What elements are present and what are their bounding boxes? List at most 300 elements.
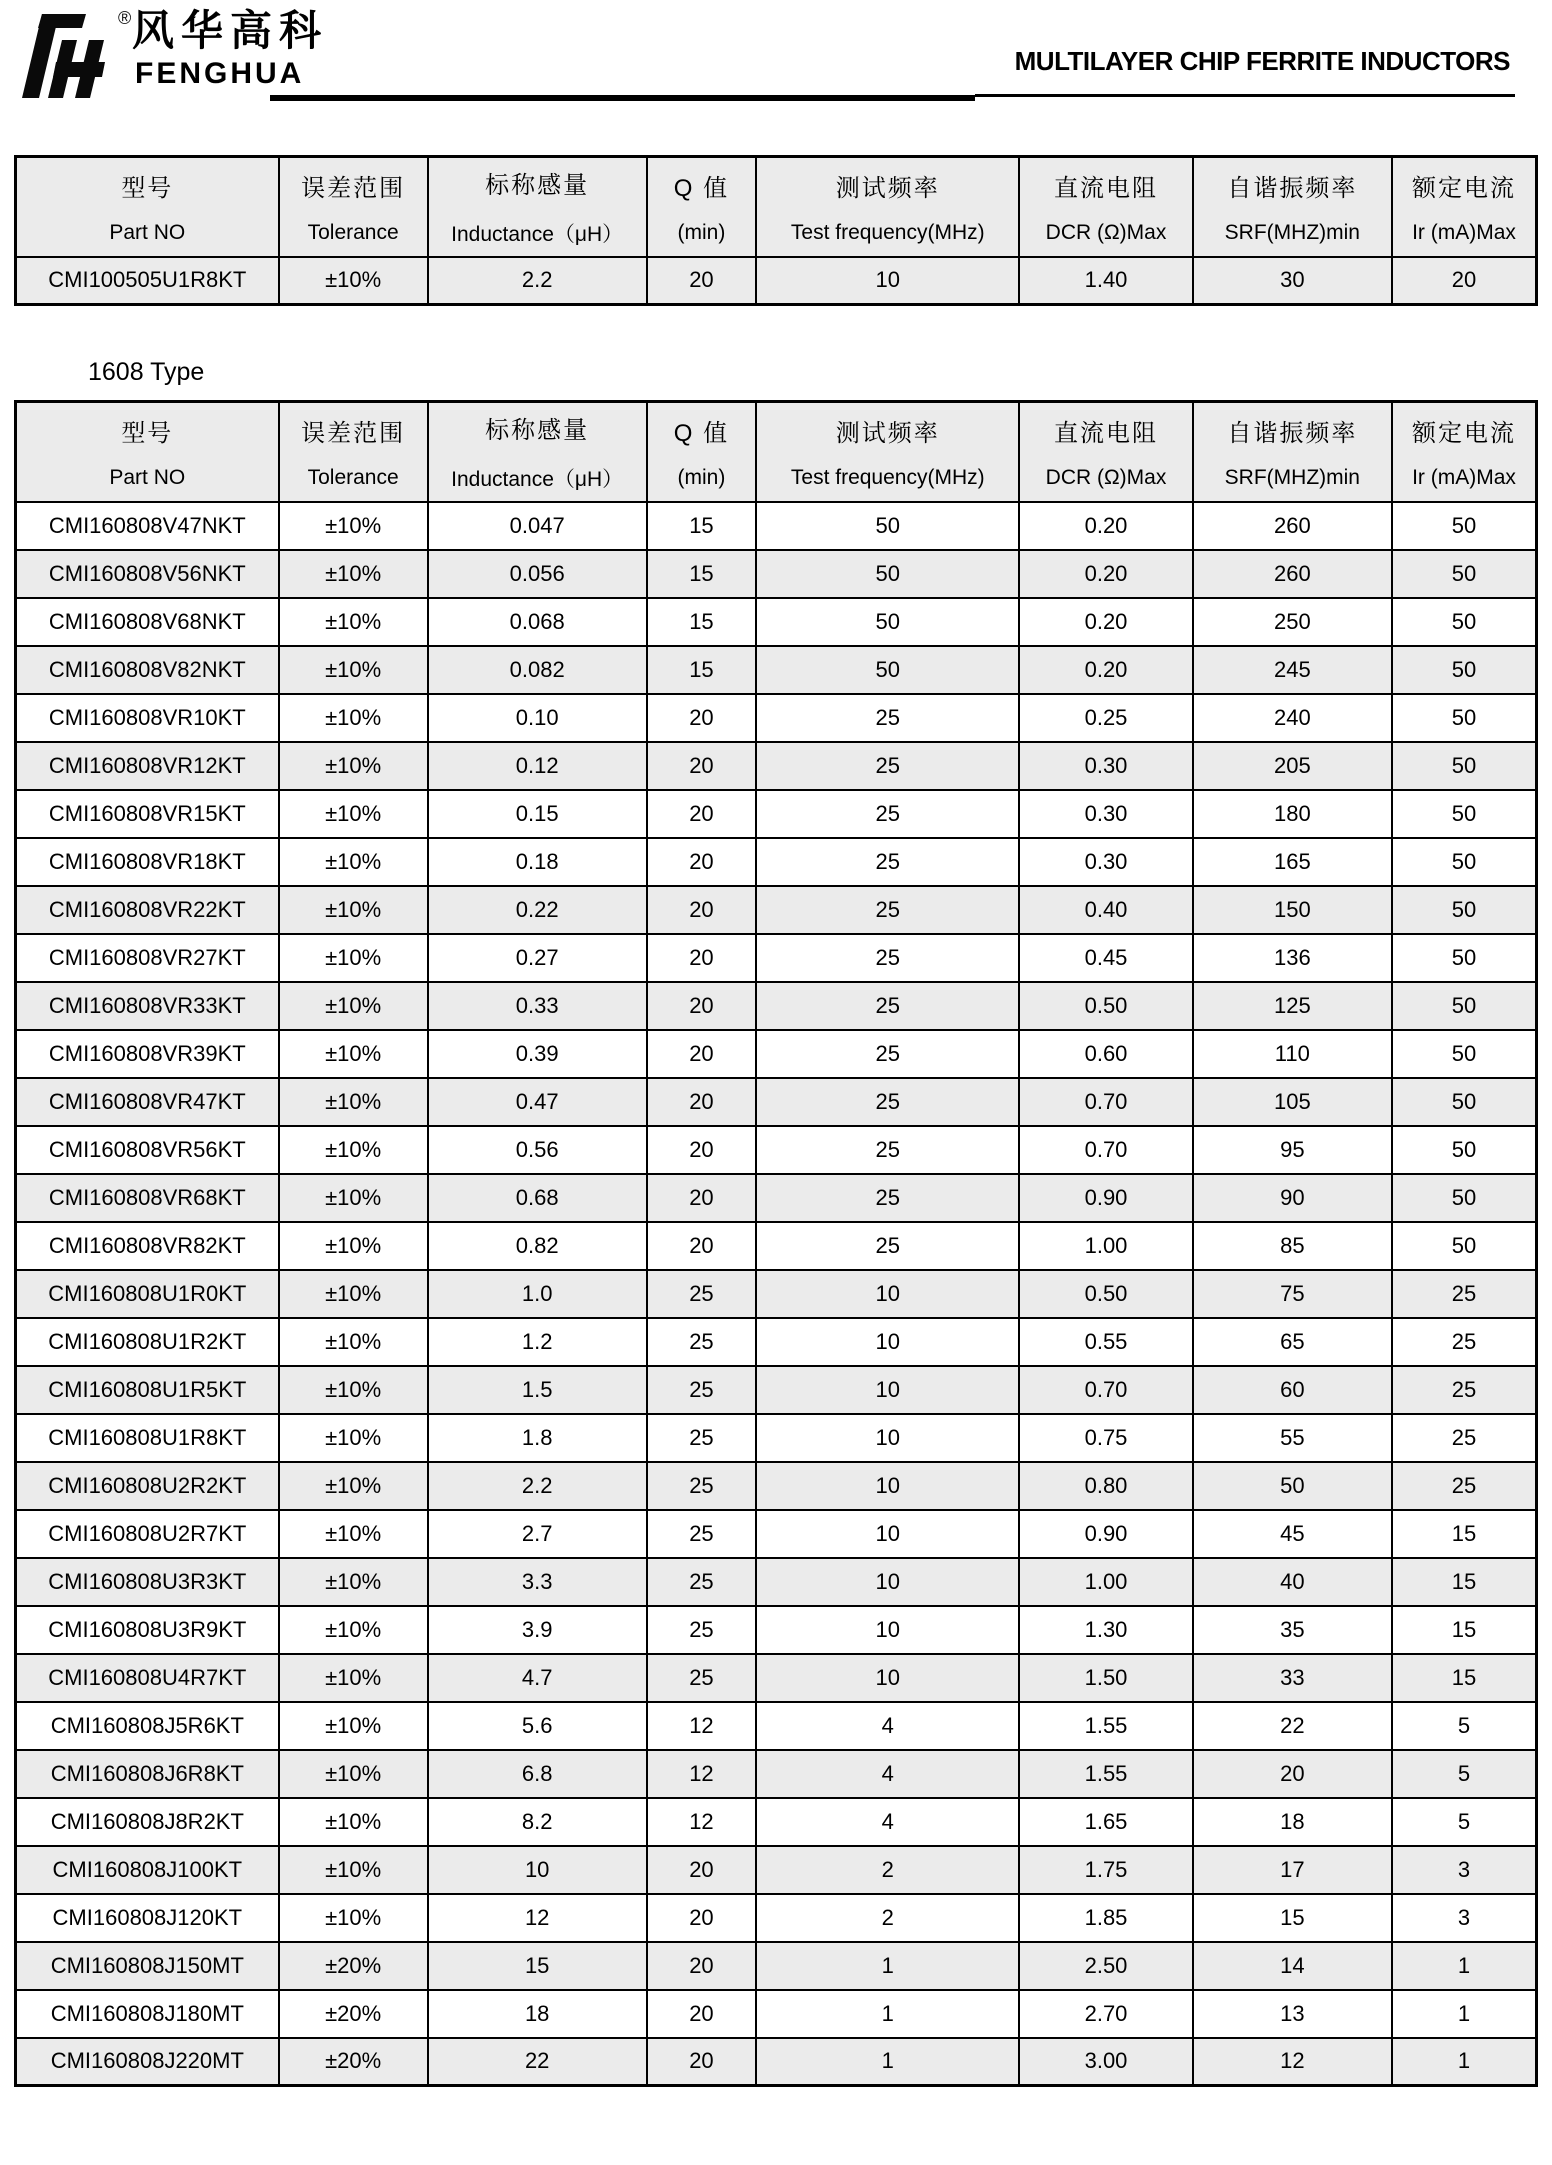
table-row <box>16 1174 1537 1222</box>
cell-dcr: 0.45 <box>1019 934 1192 982</box>
cell-rated_current: 15 <box>1392 1606 1537 1654</box>
cell-rated_current: 50 <box>1392 1030 1537 1078</box>
cell-inductance: 22 <box>428 2038 647 2086</box>
table-row <box>16 886 1537 934</box>
column-header-en: (min) <box>677 466 726 490</box>
cell-tolerance: ±10% <box>279 257 428 305</box>
cell-test_frequency: 10 <box>756 1318 1019 1366</box>
column-header-zh: 测试频率 <box>835 175 940 203</box>
table-row <box>16 2038 1537 2086</box>
cell-tolerance: ±20% <box>279 2038 428 2086</box>
cell-part_no: CMI160808J100KT <box>16 1846 279 1894</box>
cell-q_min: 15 <box>647 502 757 550</box>
cell-srf: 45 <box>1193 1510 1392 1558</box>
cell-test_frequency: 1 <box>756 1990 1019 2038</box>
cell-dcr: 2.50 <box>1019 1942 1192 1990</box>
column-header-en: Tolerance <box>307 221 399 245</box>
cell-srf: 65 <box>1193 1318 1392 1366</box>
cell-q_min: 25 <box>647 1462 757 1510</box>
cell-srf: 165 <box>1193 838 1392 886</box>
cell-tolerance: ±10% <box>279 1222 428 1270</box>
cell-test_frequency: 10 <box>756 1510 1019 1558</box>
cell-tolerance: ±10% <box>279 1318 428 1366</box>
cell-rated_current: 3 <box>1392 1846 1537 1894</box>
column-header-rated_current <box>1392 157 1537 257</box>
column-header-dcr <box>1019 402 1192 502</box>
cell-part_no: CMI160808J6R8KT <box>16 1750 279 1798</box>
cell-test_frequency: 2 <box>756 1846 1019 1894</box>
cell-test_frequency: 4 <box>756 1750 1019 1798</box>
cell-rated_current: 15 <box>1392 1558 1537 1606</box>
cell-test_frequency: 25 <box>756 1126 1019 1174</box>
table-row <box>16 1462 1537 1510</box>
cell-q_min: 20 <box>647 1030 757 1078</box>
cell-test_frequency: 4 <box>756 1702 1019 1750</box>
column-header-en: Test frequency(MHz) <box>790 221 985 245</box>
cell-tolerance: ±10% <box>279 502 428 550</box>
cell-test_frequency: 25 <box>756 1078 1019 1126</box>
cell-inductance: 0.12 <box>428 742 647 790</box>
cell-test_frequency: 2 <box>756 1894 1019 1942</box>
column-header-en: Part NO <box>109 221 186 245</box>
cell-dcr: 0.70 <box>1019 1366 1192 1414</box>
table-row <box>16 1078 1537 1126</box>
column-header-inductance <box>428 157 647 257</box>
table-row <box>16 1558 1537 1606</box>
cell-tolerance: ±10% <box>279 1126 428 1174</box>
cell-dcr: 0.90 <box>1019 1174 1192 1222</box>
cell-part_no: CMI160808U1R0KT <box>16 1270 279 1318</box>
cell-inductance: 0.39 <box>428 1030 647 1078</box>
table-body <box>16 257 1537 305</box>
cell-test_frequency: 25 <box>756 886 1019 934</box>
cell-q_min: 12 <box>647 1702 757 1750</box>
cell-rated_current: 50 <box>1392 598 1537 646</box>
header-row <box>16 402 1537 502</box>
column-header-en: DCR (Ω)Max <box>1045 466 1167 490</box>
table-row <box>16 1846 1537 1894</box>
cell-part_no: CMI160808J120KT <box>16 1894 279 1942</box>
cell-srf: 14 <box>1193 1942 1392 1990</box>
column-header-en: SRF(MHZ)min <box>1224 221 1360 245</box>
cell-test_frequency: 10 <box>756 1462 1019 1510</box>
cell-inductance: 6.8 <box>428 1750 647 1798</box>
table-row <box>16 1942 1537 1990</box>
column-header-part_no <box>16 402 279 502</box>
table-row <box>16 1030 1537 1078</box>
cell-part_no: CMI160808J5R6KT <box>16 1702 279 1750</box>
column-header-en: Part NO <box>109 466 186 490</box>
cell-test_frequency: 25 <box>756 742 1019 790</box>
cell-dcr: 0.20 <box>1019 502 1192 550</box>
cell-rated_current: 25 <box>1392 1318 1537 1366</box>
cell-test_frequency: 10 <box>756 1366 1019 1414</box>
cell-part_no: CMI160808VR68KT <box>16 1174 279 1222</box>
column-header-zh: 型号 <box>121 420 174 448</box>
document-title: MULTILAYER CHIP FERRITE INDUCTORS <box>1014 46 1510 76</box>
column-header-zh: 自谐振频率 <box>1227 175 1358 203</box>
cell-rated_current: 15 <box>1392 1510 1537 1558</box>
cell-rated_current: 50 <box>1392 742 1537 790</box>
cell-inductance: 0.056 <box>428 550 647 598</box>
cell-rated_current: 50 <box>1392 886 1537 934</box>
cell-inductance: 1.8 <box>428 1414 647 1462</box>
header-divider-thick-segment <box>270 95 975 101</box>
cell-dcr: 0.90 <box>1019 1510 1192 1558</box>
cell-part_no: CMI160808VR82KT <box>16 1222 279 1270</box>
cell-q_min: 20 <box>647 838 757 886</box>
table-row <box>16 1750 1537 1798</box>
column-header-zh: 直流电阻 <box>1054 175 1158 203</box>
cell-part_no: CMI160808VR15KT <box>16 790 279 838</box>
cell-test_frequency: 10 <box>756 257 1019 305</box>
table-row <box>16 838 1537 886</box>
cell-q_min: 20 <box>647 1222 757 1270</box>
cell-dcr: 0.20 <box>1019 550 1192 598</box>
cell-q_min: 20 <box>647 1078 757 1126</box>
cell-inductance: 8.2 <box>428 1798 647 1846</box>
cell-inductance: 0.082 <box>428 646 647 694</box>
cell-rated_current: 25 <box>1392 1462 1537 1510</box>
column-header-zh: 误差范围 <box>301 175 406 203</box>
cell-q_min: 20 <box>647 1942 757 1990</box>
table-header-row <box>16 402 1537 502</box>
cell-q_min: 20 <box>647 742 757 790</box>
cell-dcr: 0.30 <box>1019 838 1192 886</box>
cell-test_frequency: 10 <box>756 1270 1019 1318</box>
cell-inductance: 2.2 <box>428 1462 647 1510</box>
cell-dcr: 0.20 <box>1019 646 1192 694</box>
cell-part_no: CMI160808J220MT <box>16 2038 279 2086</box>
cell-q_min: 20 <box>647 886 757 934</box>
cell-rated_current: 5 <box>1392 1798 1537 1846</box>
cell-rated_current: 20 <box>1392 257 1537 305</box>
cell-part_no: CMI160808V68NKT <box>16 598 279 646</box>
cell-q_min: 25 <box>647 1606 757 1654</box>
cell-q_min: 12 <box>647 1798 757 1846</box>
cell-test_frequency: 4 <box>756 1798 1019 1846</box>
cell-dcr: 0.70 <box>1019 1078 1192 1126</box>
cell-srf: 33 <box>1193 1654 1392 1702</box>
cell-test_frequency: 25 <box>756 838 1019 886</box>
cell-srf: 40 <box>1193 1558 1392 1606</box>
column-header-zh: 额定电流 <box>1411 420 1516 448</box>
cell-srf: 250 <box>1193 598 1392 646</box>
cell-part_no: CMI160808U1R8KT <box>16 1414 279 1462</box>
table-row <box>16 1318 1537 1366</box>
cell-tolerance: ±10% <box>279 550 428 598</box>
cell-srf: 125 <box>1193 982 1392 1030</box>
table-row <box>16 1270 1537 1318</box>
cell-inductance: 0.47 <box>428 1078 647 1126</box>
cell-rated_current: 50 <box>1392 1078 1537 1126</box>
cell-q_min: 15 <box>647 646 757 694</box>
table-row <box>16 1894 1537 1942</box>
column-header-test_frequency <box>756 402 1019 502</box>
cell-srf: 55 <box>1193 1414 1392 1462</box>
cell-part_no: CMI160808VR27KT <box>16 934 279 982</box>
cell-inductance: 0.18 <box>428 838 647 886</box>
table-row <box>16 1798 1537 1846</box>
cell-tolerance: ±10% <box>279 1174 428 1222</box>
cell-q_min: 20 <box>647 982 757 1030</box>
cell-tolerance: ±10% <box>279 1606 428 1654</box>
cell-inductance: 0.047 <box>428 502 647 550</box>
cell-rated_current: 50 <box>1392 502 1537 550</box>
cell-rated_current: 3 <box>1392 1894 1537 1942</box>
column-header-zh: Q 值 <box>673 420 730 448</box>
cell-tolerance: ±10% <box>279 1078 428 1126</box>
cell-q_min: 25 <box>647 1366 757 1414</box>
table-body <box>16 502 1537 2086</box>
cell-tolerance: ±10% <box>279 1030 428 1078</box>
cell-inductance: 12 <box>428 1894 647 1942</box>
cell-part_no: CMI160808U3R3KT <box>16 1558 279 1606</box>
column-header-en: Test frequency(MHz) <box>790 466 985 490</box>
cell-test_frequency: 10 <box>756 1654 1019 1702</box>
cell-dcr: 1.00 <box>1019 1558 1192 1606</box>
column-header-en: Inductance（μH） <box>451 468 624 492</box>
cell-inductance: 4.7 <box>428 1654 647 1702</box>
cell-inductance: 3.9 <box>428 1606 647 1654</box>
cell-srf: 20 <box>1193 1750 1392 1798</box>
table-row <box>16 1990 1537 2038</box>
cell-part_no: CMI160808U2R7KT <box>16 1510 279 1558</box>
cell-srf: 95 <box>1193 1126 1392 1174</box>
cell-srf: 85 <box>1193 1222 1392 1270</box>
cell-rated_current: 5 <box>1392 1750 1537 1798</box>
cell-rated_current: 50 <box>1392 1126 1537 1174</box>
header-divider <box>270 94 1515 101</box>
cell-part_no: CMI160808VR12KT <box>16 742 279 790</box>
cell-test_frequency: 50 <box>756 598 1019 646</box>
cell-part_no: CMI160808U1R5KT <box>16 1366 279 1414</box>
cell-part_no: CMI160808U3R9KT <box>16 1606 279 1654</box>
cell-part_no: CMI160808VR33KT <box>16 982 279 1030</box>
cell-srf: 15 <box>1193 1894 1392 1942</box>
column-header-en: DCR (Ω)Max <box>1045 221 1167 245</box>
cell-rated_current: 25 <box>1392 1366 1537 1414</box>
cell-tolerance: ±10% <box>279 1558 428 1606</box>
column-header-inductance <box>428 402 647 502</box>
table-row <box>16 1510 1537 1558</box>
cell-rated_current: 50 <box>1392 694 1537 742</box>
table-row <box>16 1654 1537 1702</box>
cell-q_min: 20 <box>647 694 757 742</box>
cell-test_frequency: 25 <box>756 982 1019 1030</box>
cell-srf: 260 <box>1193 550 1392 598</box>
cell-tolerance: ±10% <box>279 1462 428 1510</box>
column-header-en: Ir (mA)Max <box>1412 221 1516 245</box>
cell-srf: 35 <box>1193 1606 1392 1654</box>
cell-part_no: CMI160808U2R2KT <box>16 1462 279 1510</box>
logo-english-text: FENGHUA <box>135 57 305 90</box>
cell-q_min: 20 <box>647 934 757 982</box>
column-header-zh: 型号 <box>121 175 174 203</box>
table-row <box>16 257 1537 305</box>
table-row <box>16 1222 1537 1270</box>
cell-srf: 75 <box>1193 1270 1392 1318</box>
cell-dcr: 2.70 <box>1019 1990 1192 2038</box>
column-header-zh: 自谐振频率 <box>1227 420 1358 448</box>
table-row <box>16 982 1537 1030</box>
cell-rated_current: 50 <box>1392 1222 1537 1270</box>
column-header-en: Tolerance <box>307 466 399 490</box>
cell-tolerance: ±10% <box>279 1510 428 1558</box>
column-header-zh: 直流电阻 <box>1054 420 1158 448</box>
cell-q_min: 20 <box>647 1990 757 2038</box>
cell-part_no: CMI160808J180MT <box>16 1990 279 2038</box>
cell-tolerance: ±20% <box>279 1942 428 1990</box>
cell-dcr: 1.50 <box>1019 1654 1192 1702</box>
cell-part_no: CMI160808U1R2KT <box>16 1318 279 1366</box>
table-row <box>16 550 1537 598</box>
column-header-en: Inductance（μH） <box>451 223 624 247</box>
cell-rated_current: 50 <box>1392 790 1537 838</box>
cell-part_no: CMI160808J150MT <box>16 1942 279 1990</box>
cell-inductance: 0.56 <box>428 1126 647 1174</box>
cell-test_frequency: 50 <box>756 646 1019 694</box>
cell-tolerance: ±10% <box>279 790 428 838</box>
cell-inductance: 10 <box>428 1846 647 1894</box>
table-row <box>16 1366 1537 1414</box>
cell-dcr: 0.50 <box>1019 1270 1192 1318</box>
cell-part_no: CMI160808V56NKT <box>16 550 279 598</box>
cell-dcr: 0.60 <box>1019 1030 1192 1078</box>
cell-inductance: 1.0 <box>428 1270 647 1318</box>
cell-srf: 150 <box>1193 886 1392 934</box>
cell-tolerance: ±10% <box>279 1654 428 1702</box>
cell-rated_current: 50 <box>1392 982 1537 1030</box>
cell-q_min: 15 <box>647 550 757 598</box>
cell-test_frequency: 50 <box>756 502 1019 550</box>
cell-tolerance: ±10% <box>279 838 428 886</box>
cell-test_frequency: 50 <box>756 550 1019 598</box>
cell-dcr: 0.20 <box>1019 598 1192 646</box>
cell-srf: 205 <box>1193 742 1392 790</box>
cell-q_min: 12 <box>647 1750 757 1798</box>
cell-part_no: CMI160808U4R7KT <box>16 1654 279 1702</box>
cell-q_min: 20 <box>647 257 757 305</box>
cell-inductance: 0.10 <box>428 694 647 742</box>
cell-dcr: 0.80 <box>1019 1462 1192 1510</box>
cell-tolerance: ±10% <box>279 1366 428 1414</box>
cell-dcr: 0.30 <box>1019 742 1192 790</box>
cell-test_frequency: 25 <box>756 1030 1019 1078</box>
cell-test_frequency: 1 <box>756 2038 1019 2086</box>
cell-inductance: 2.7 <box>428 1510 647 1558</box>
cell-dcr: 3.00 <box>1019 2038 1192 2086</box>
table-row <box>16 934 1537 982</box>
cell-q_min: 15 <box>647 598 757 646</box>
cell-inductance: 0.27 <box>428 934 647 982</box>
column-header-en: Ir (mA)Max <box>1412 466 1516 490</box>
cell-rated_current: 15 <box>1392 1654 1537 1702</box>
cell-test_frequency: 10 <box>756 1558 1019 1606</box>
cell-srf: 30 <box>1193 257 1392 305</box>
cell-part_no: CMI160808VR18KT <box>16 838 279 886</box>
column-header-zh: 额定电流 <box>1411 175 1516 203</box>
cell-inductance: 0.22 <box>428 886 647 934</box>
cell-part_no: CMI160808V82NKT <box>16 646 279 694</box>
cell-q_min: 20 <box>647 1846 757 1894</box>
column-header-en: SRF(MHZ)min <box>1224 466 1360 490</box>
cell-dcr: 1.40 <box>1019 257 1192 305</box>
table-row <box>16 742 1537 790</box>
column-header-tolerance <box>279 402 428 502</box>
column-header-zh: 标称感量 <box>485 417 590 445</box>
cell-dcr: 0.30 <box>1019 790 1192 838</box>
cell-inductance: 1.2 <box>428 1318 647 1366</box>
cell-dcr: 0.40 <box>1019 886 1192 934</box>
cell-dcr: 1.55 <box>1019 1750 1192 1798</box>
column-header-zh: Q 值 <box>673 175 730 203</box>
cell-part_no: CMI160808VR22KT <box>16 886 279 934</box>
cell-tolerance: ±10% <box>279 646 428 694</box>
column-header-zh: 测试频率 <box>835 420 940 448</box>
cell-dcr: 0.55 <box>1019 1318 1192 1366</box>
table-row <box>16 790 1537 838</box>
cell-inductance: 1.5 <box>428 1366 647 1414</box>
cell-srf: 240 <box>1193 694 1392 742</box>
cell-q_min: 20 <box>647 1126 757 1174</box>
cell-srf: 12 <box>1193 2038 1392 2086</box>
cell-inductance: 3.3 <box>428 1558 647 1606</box>
cell-dcr: 1.30 <box>1019 1606 1192 1654</box>
cell-srf: 13 <box>1193 1990 1392 2038</box>
table-row <box>16 1414 1537 1462</box>
cell-dcr: 1.00 <box>1019 1222 1192 1270</box>
table-row <box>16 694 1537 742</box>
cell-tolerance: ±10% <box>279 982 428 1030</box>
cell-inductance: 18 <box>428 1990 647 2038</box>
logo-chinese-text: 风华高科 <box>132 7 329 54</box>
cell-part_no: CMI160808J8R2KT <box>16 1798 279 1846</box>
cell-rated_current: 50 <box>1392 934 1537 982</box>
cell-q_min: 25 <box>647 1318 757 1366</box>
cell-srf: 90 <box>1193 1174 1392 1222</box>
cell-rated_current: 50 <box>1392 1174 1537 1222</box>
column-header-srf <box>1193 157 1392 257</box>
cell-tolerance: ±20% <box>279 1990 428 2038</box>
cell-dcr: 0.25 <box>1019 694 1192 742</box>
cell-test_frequency: 25 <box>756 1222 1019 1270</box>
cell-rated_current: 50 <box>1392 646 1537 694</box>
cell-srf: 60 <box>1193 1366 1392 1414</box>
cell-tolerance: ±10% <box>279 1846 428 1894</box>
cell-rated_current: 50 <box>1392 550 1537 598</box>
cell-tolerance: ±10% <box>279 1414 428 1462</box>
cell-rated_current: 25 <box>1392 1414 1537 1462</box>
cell-inductance: 0.068 <box>428 598 647 646</box>
section-label-1608-type: 1608 Type <box>88 358 205 386</box>
table-row <box>16 1126 1537 1174</box>
cell-test_frequency: 25 <box>756 790 1019 838</box>
cell-inductance: 0.33 <box>428 982 647 1030</box>
table-row <box>16 598 1537 646</box>
cell-part_no: CMI100505U1R8KT <box>16 257 279 305</box>
cell-srf: 22 <box>1193 1702 1392 1750</box>
column-header-tolerance <box>279 157 428 257</box>
column-header-part_no <box>16 157 279 257</box>
cell-inductance: 0.68 <box>428 1174 647 1222</box>
cell-dcr: 0.70 <box>1019 1126 1192 1174</box>
cell-q_min: 20 <box>647 1174 757 1222</box>
cell-part_no: CMI160808V47NKT <box>16 502 279 550</box>
cell-q_min: 25 <box>647 1270 757 1318</box>
cell-test_frequency: 10 <box>756 1606 1019 1654</box>
table-header-row <box>16 157 1537 257</box>
